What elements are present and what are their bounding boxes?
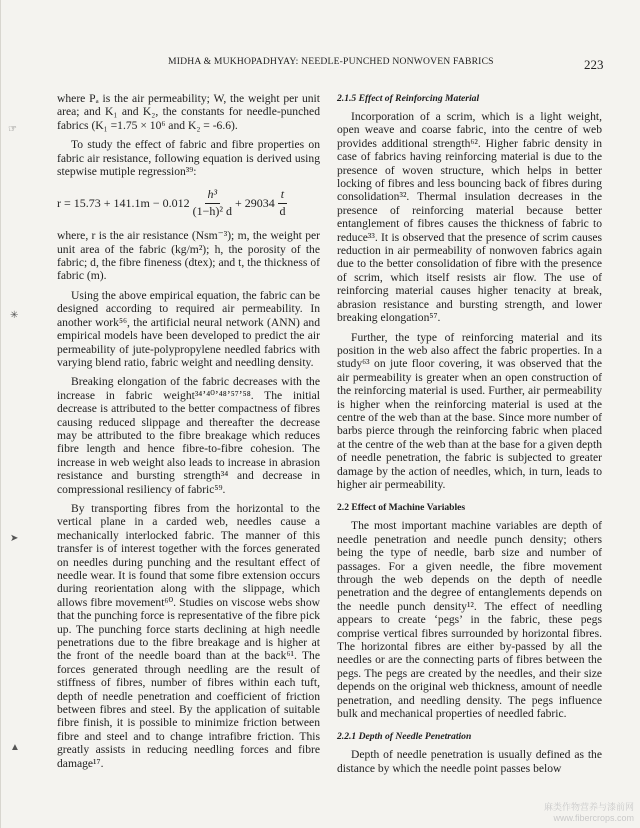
paragraph: Using the above empirical equation, the fabric can be designed according to required air permeability. In another work⁵⁶, the artificial neural network (ANN) and empirical models have been developed to predict the air permeability of jute-polypropylene needled fabrics with varying blend ratio, fabric weight and needling density.: [57, 288, 320, 369]
equation-fraction: [193, 188, 232, 218]
paragraph: where, r is the air resistance (Nsm⁻³); m, the weight per unit area of the fabric (kg/m²); h, the porosity of the fabric; d, the fibre fineness (dtex); and t, the thickness of fabric (m).: [57, 229, 320, 283]
section-heading: 2.1.5 Effect of Reinforcing Material: [337, 93, 480, 104]
margin-mark-icon: ▲: [10, 742, 20, 753]
equation-middle: + 29034: [235, 195, 275, 210]
watermark: 麻类作物营养与漆前网 www.fibercrops.com: [543, 802, 634, 823]
right-column: [337, 92, 602, 775]
margin-mark-icon: ➤: [10, 533, 19, 544]
fraction-numerator: t: [278, 188, 287, 203]
paragraph: The most important machine variables are depth of needle penetration and needle punch density; others being the type of needle, barb size and number of passages. For a given needle, the fibre movement through the web depends on the depth of needle penetration and the degree of entanglements depends on the needle punch density¹². The effect of needling appears to create ‘pegs’ in the fabric, these pegs comprise vertical fibres surrounded by horizontal fibres. The horizontal fibres are either by-passed by all the needles or are the connecting parts of fibres between the pegs. The pegs are created by the needles, and their size depends on the original web thickness, amount of needle penetration, and needling density. The pegs influence bulk and mechanical properties of needled fabric.: [337, 519, 602, 721]
regression-equation: [57, 188, 320, 218]
fraction-numerator: h³: [205, 188, 221, 203]
left-column: [57, 92, 320, 770]
margin-mark-icon: ✳: [10, 310, 19, 321]
section-heading: 2.2.1 Depth of Needle Penetration: [337, 731, 472, 743]
paragraph: Incorporation of a scrim, which is a light weight, open weave and coarse fabric, into the centre of web provides additional strength⁶². Higher fabric density in case of fabrics having reinforcing material is due to the presence of woven structure, which helps in better locking of fibres and less bouncing back of fibres during consolidation³². Thermal insulation decreases in the presence of reinforcing material because better entanglement of fibres causes the thickness of fabric to reduce³³. It is observed that the presence of scrim causes reduction in air permeability of nonwoven fabrics again due to the better consolidation of fibre with the presence of scrim, which itself resists air flow. The use of reinforcing material causes higher tenacity at break, abrasion resistance and bursting strength, and lower breaking elongation⁵⁷.: [337, 110, 602, 325]
paragraph: To study the effect of fabric and fibre properties on fabric air resistance, following equation is derived using stepwise mutiple regression³⁹:: [57, 138, 320, 179]
paragraph: where Pₐ is the air permeability; W, the weight per unit area; and K₁ and K₂, the constants for needle-punched fabrics (K₁ =1.75 × 10⁶ and K₂ = -6.6).: [57, 92, 320, 132]
paragraph: Further, the type of reinforcing material and its position in the web also affect the fabric properties. In a study⁶³ on jute floor covering, it was observed that the air permeability is greater when an open construction of the reinforcing material is used. Further, air permeability is higher when the reinforcing material is used at the centre of the web than at the base. Since more number of barbs pierce through the reinforcing fabric when placed at the centre of the web than at the base for a given depth of needle penetration, the fabric is subjected to greater damage by the action of needles, which, in turn, leads to higher air permeability.: [337, 330, 602, 491]
paragraph: Depth of needle penetration is usually defined as the distance by which the needle point passes below: [337, 748, 602, 775]
paragraph: By transporting fibres from the horizontal to the vertical plane in a carded web, needles cause a mechanically interlocked fabric. The manner of this transfer is of interest together with the forces generated on needles during punching and the resultant effect of needle wear. It is found that some fibre extension occurs during reorientation along with the slippage, which allows fibre movement⁶⁰. Studies on viscose webs show that the punching force is representative of the fibre pick up. The punching force starts declining at high needle penetrations due to the fibre breakage and is higher at the front of the needle board than at the back⁶¹. The forces generated through needling are the result of stiffness of fibres, number of fibres within each tuft, depth of needle penetration and coefficient of friction between fibres and steel. By the application of suitable fibre finish, it is possible to minimize friction between fibre and steel and to change intrafibre friction. This greatly assists in reducing needling forces and fibre damage¹⁷.: [57, 501, 321, 770]
fraction-denominator: (1−h)² d: [192, 203, 232, 218]
paragraph: Breaking elongation of the fabric decreases with the increase in fabric weight³⁴ʼ⁴⁰ʼ⁴⁸ʼ⁵⁷ʼ⁵⁸. The initial decrease is attributed to the better compactness of fibres causing reduced slippage and thereafter the decrease may be attributed to the fibre breakage which reduces fibre length and hence fibre-to-fibre cohesion. The increase in web weight also leads to increase in abrasion resistance and bursting strength³⁴ and decrease in compressional resiliency of fabric⁵⁹.: [57, 375, 320, 496]
page-number: 223: [584, 57, 604, 72]
running-title: MIDHA & MUKHOPADHYAY: NEEDLE-PUNCHED NONWOVEN FABRICS: [168, 56, 494, 67]
section-heading: 2.2 Effect of Machine Variables: [337, 502, 466, 514]
fraction-denominator: d: [279, 203, 286, 218]
equation-lhs: r = 15.73 + 141.1m − 0.012: [57, 195, 190, 210]
equation-fraction: [278, 188, 287, 218]
margin-mark-icon: ☞: [8, 124, 17, 135]
